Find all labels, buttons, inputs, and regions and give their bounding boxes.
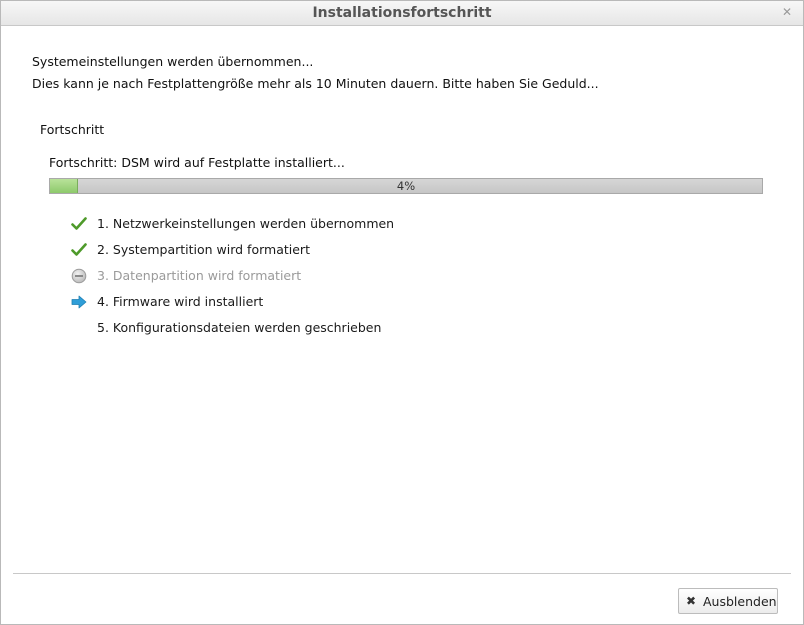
progress-percent: 4%	[396, 179, 416, 193]
check-icon	[71, 242, 87, 258]
skipped-icon	[71, 268, 87, 284]
wait-notice: Dies kann je nach Festplattengröße mehr als 10 Minuten dauern. Bitte haben Sie Geduld...	[32, 76, 599, 91]
status-message: Systemeinstellungen werden übernommen...	[32, 54, 314, 69]
dialog-title: Installationsfortschritt	[312, 5, 492, 21]
step-label: 5. Konfigurationsdateien werden geschrieben	[97, 320, 382, 335]
title-bar	[1, 1, 803, 26]
step-label: 2. Systempartition wird formatiert	[97, 242, 310, 257]
progress-bar	[49, 178, 763, 194]
section-title: Fortschritt	[40, 122, 105, 137]
hide-button[interactable]	[678, 588, 778, 614]
hide-button-label: Ausblenden	[703, 594, 777, 609]
check-icon	[71, 216, 87, 232]
progress-label: Fortschritt: DSM wird auf Festplatte installiert...	[49, 155, 345, 170]
step-label: 4. Firmware wird installiert	[97, 294, 264, 309]
x-icon: ✖	[686, 594, 697, 608]
step-label: 3. Datenpartition wird formatiert	[97, 268, 302, 283]
arrow-right-icon	[71, 294, 87, 310]
close-icon[interactable]: ✕	[781, 5, 793, 19]
step-label: 1. Netzwerkeinstellungen werden übernommen	[97, 216, 395, 231]
footer-divider	[13, 573, 791, 574]
